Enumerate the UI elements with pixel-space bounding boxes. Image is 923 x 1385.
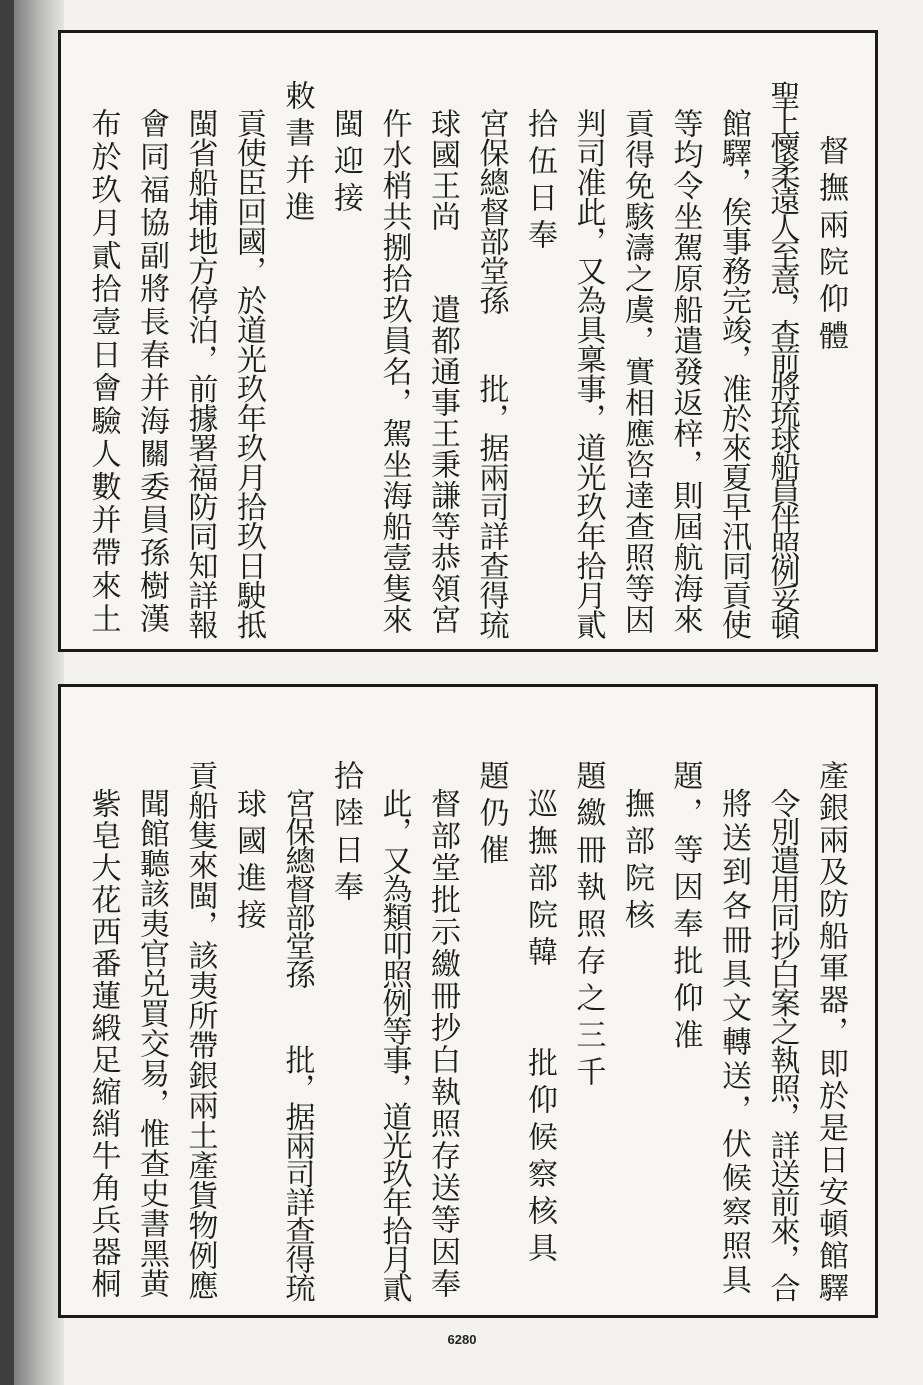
document-panel-top bbox=[58, 30, 878, 652]
text-column: 宮保總督部堂孫 批，据兩司詳查得琉 bbox=[473, 108, 509, 639]
text-column: 產銀兩及防船軍器，即於是日安頓館驛 bbox=[813, 760, 848, 1304]
text-column: 此，又為類叩照例等事，道光玖年拾月貳 bbox=[376, 788, 412, 1301]
text-column: 題繳冊執照存之三千 bbox=[570, 760, 606, 1093]
text-column: 宮保總督部堂孫 批，据兩司詳查得琉 bbox=[279, 788, 315, 1301]
text-column: 聖上懷柔遠人至意，查前將琉球船員伴照例妥頓 bbox=[764, 80, 800, 637]
text-column: 聞館聽該夷官兑買交易，惟查史書黑黄 bbox=[134, 788, 169, 1298]
text-column: 仵水梢共捌拾玖員名，駕坐海船壹隻來 bbox=[376, 108, 412, 635]
text-column: 拾伍日奉 bbox=[522, 108, 557, 256]
text-column: 布於玖月貳拾壹日會驗人數并帶來土 bbox=[85, 108, 121, 636]
text-column: 貢使臣回國，於道光玖年玖月拾玖日駛抵 bbox=[231, 108, 266, 639]
text-column: 閩省船埔地方停泊，前據署福防同知詳報 bbox=[182, 108, 218, 639]
text-column: 貢船隻來閩，該夷所帶銀兩土產貨物例應 bbox=[182, 760, 218, 1300]
text-column: 題，等因奉批仰准 bbox=[667, 760, 703, 1056]
document-panel-bottom bbox=[58, 684, 878, 1318]
text-column: 將送到各冊具文轉送，伏候察照具 bbox=[716, 788, 751, 1298]
page-number: 6280 bbox=[447, 1332, 477, 1347]
text-column: 題仍催 bbox=[473, 760, 509, 871]
text-column: 督撫兩院仰體 bbox=[813, 135, 848, 357]
text-column: 球國進接 bbox=[231, 788, 266, 936]
text-column: 館驛，俟事務完竣，准於來夏早汛同貢使 bbox=[716, 108, 751, 639]
text-column: 貢得免駭濤之虞，實相應咨達查照等因 bbox=[619, 108, 654, 635]
text-column: 紫皂大花西番蓮緞足縮綃牛角兵器桐 bbox=[85, 788, 121, 1300]
text-column: 巡撫部院韓 批仰候察核具 bbox=[522, 788, 557, 1269]
text-column: 督部堂批示繳冊抄白執照存送等因奉 bbox=[425, 788, 460, 1300]
text-column: 撫部院核 bbox=[619, 788, 654, 936]
text-column: 令別遣用同抄白案之執照，詳送前來，合 bbox=[764, 788, 800, 1301]
text-column: 拾陸日奉 bbox=[328, 760, 363, 908]
text-column: 敕書并進 bbox=[279, 80, 315, 228]
text-column: 等均令坐駕原船遣發返梓，則屆航海來 bbox=[667, 108, 703, 635]
book-spine-shadow bbox=[0, 0, 64, 1385]
text-column: 球國王尚 遣都通事王秉謙等恭領宮 bbox=[425, 108, 460, 635]
text-column: 判司准此，又為具稟事，道光玖年拾月貳 bbox=[570, 108, 606, 639]
text-column: 會同福協副將長春并海關委員孫樹漢 bbox=[134, 108, 169, 636]
text-column: 閩迎接 bbox=[328, 108, 363, 219]
